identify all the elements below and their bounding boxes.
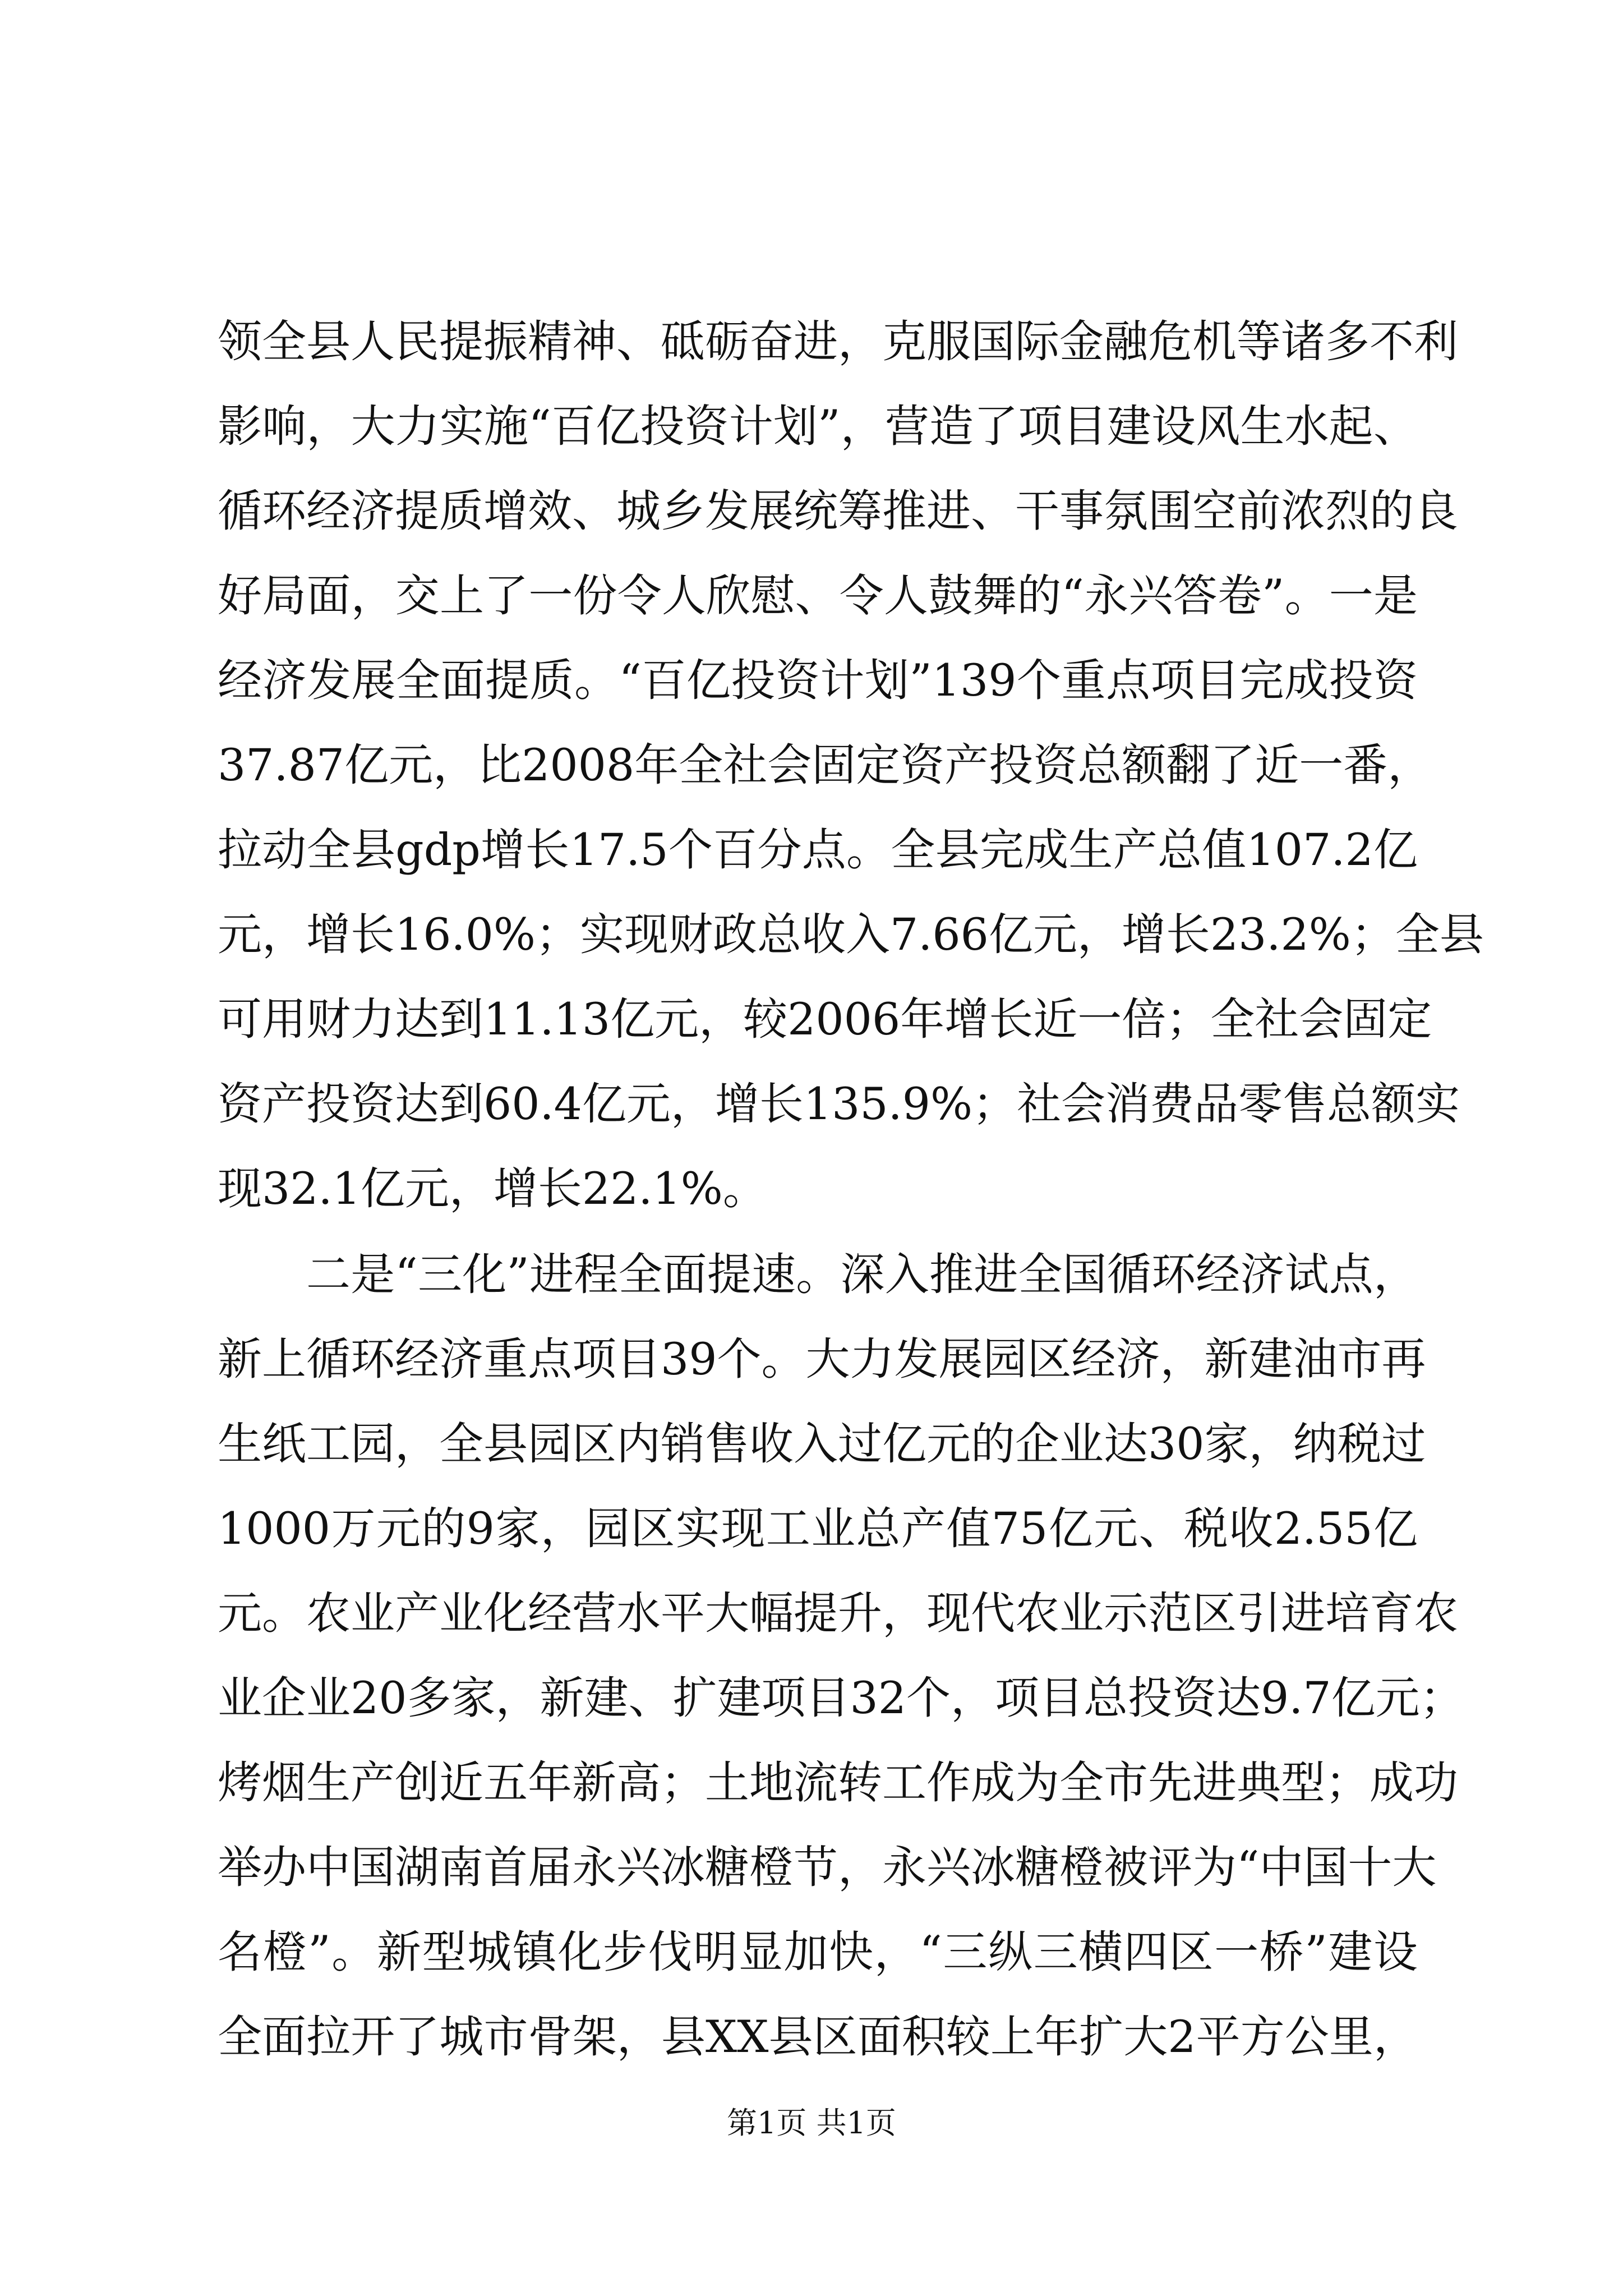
text-line: 元，增长16.0%；实现财政总收入7.66亿元，增长23.2%；全县	[218, 909, 1484, 960]
text-line: 影响，大力实施“百亿投资计划”，营造了项目建设风生水起、	[218, 401, 1418, 452]
text-line: 领全县人民提振精神、砥砺奋进，克服国际金融危机等诸多不利	[218, 316, 1458, 367]
text-line: 资产投资达到60.4亿元，增长135.9%；社会消费品零售总额实	[218, 1078, 1460, 1130]
text-line: 新上循环经济重点项目39个。大力发展园区经济，新建油市再	[218, 1333, 1426, 1385]
paragraph	[218, 1232, 1464, 2079]
text-line: 举办中国湖南首届永兴冰糖橙节，永兴冰糖橙被评为“中国十大	[218, 1842, 1437, 1893]
text-line: 37.87亿元，比2008年全社会固定资产投资总额翻了近一番，	[218, 739, 1432, 791]
text-line: 好局面，交上了一份令人欣慰、令人鼓舞的“永兴答卷”。一是	[218, 570, 1418, 622]
paragraph	[218, 300, 1484, 1231]
text-line: 循环经济提质增效、城乡发展统筹推进、干事氛围空前浓烈的良	[218, 485, 1458, 537]
page-footer	[0, 2101, 1623, 2146]
page-number: 第1页 共1页	[727, 2105, 896, 2141]
text-line: 业企业20多家，新建、扩建项目32个，项目总投资达9.7亿元；	[218, 1672, 1464, 1724]
text-line: 生纸工园，全县园区内销售收入过亿元的企业达30家，纳税过	[218, 1418, 1426, 1470]
document-body	[218, 300, 1484, 2079]
text-line: 现32.1亿元，增长22.1%。	[218, 1163, 767, 1214]
text-line: 拉动全县gdp增长17.5个百分点。全县完成生产总值107.2亿	[218, 824, 1418, 876]
text-line: 1000万元的9家，园区实现工业总产值75亿元、税收2.55亿	[218, 1503, 1418, 1554]
text-line: 经济发展全面提质。“百亿投资计划”139个重点项目完成投资	[218, 655, 1418, 706]
text-line: 烤烟生产创近五年新高；土地流转工作成为全市先进典型；成功	[218, 1757, 1458, 1809]
text-line: 名橙”。新型城镇化步伐明显加快，“三纵三横四区一桥”建设	[218, 1926, 1418, 1978]
text-line: 二是“三化”进程全面提速。深入推进全国循环经济试点，	[306, 1249, 1418, 1300]
text-line: 元。农业产业化经营水平大幅提升，现代农业示范区引进培育农	[218, 1588, 1458, 1639]
text-line: 可用财力达到11.13亿元，较2006年增长近一倍；全社会固定	[218, 993, 1432, 1045]
text-line: 全面拉开了城市骨架，县XX县区面积较上年扩大2平方公里，	[218, 2011, 1418, 2063]
